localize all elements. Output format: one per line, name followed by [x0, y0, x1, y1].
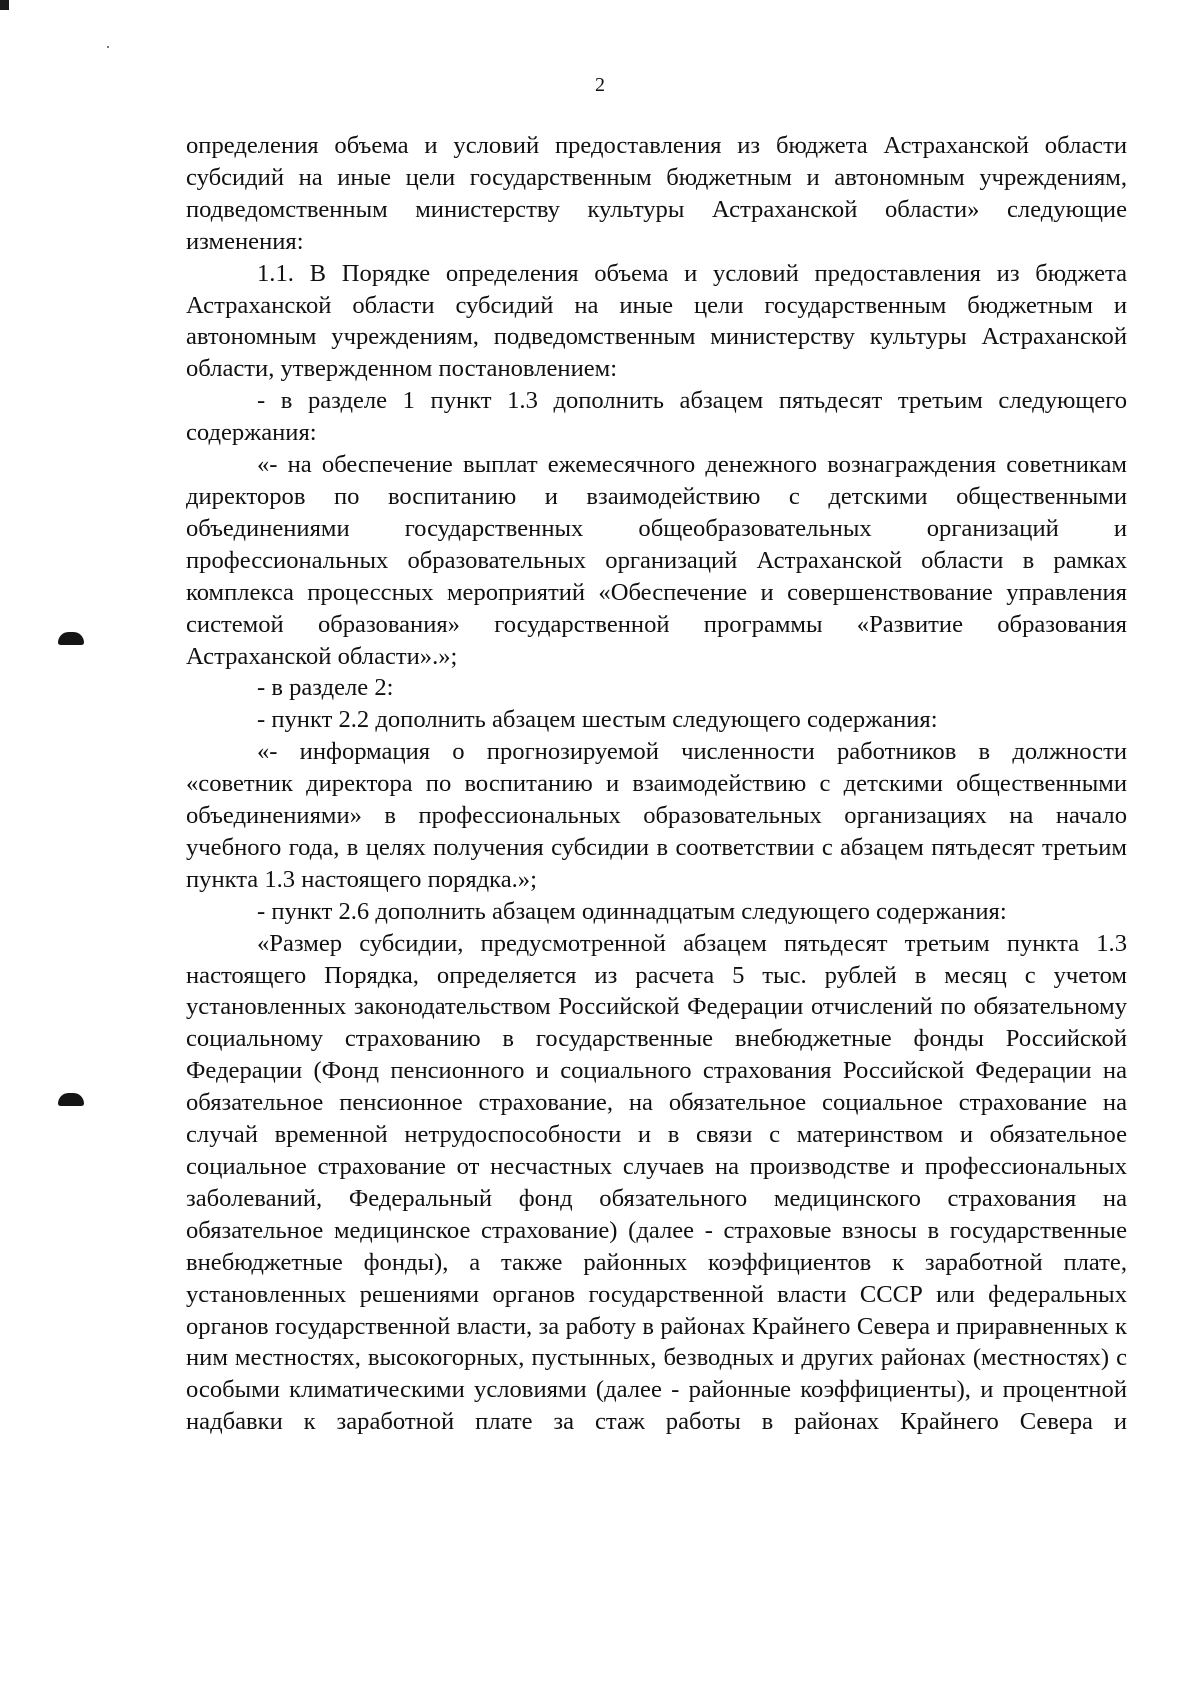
scan-corner-mark	[0, 0, 9, 10]
paragraph-section-1-change: - в разделе 1 пункт 1.3 дополнить абзацем пятьдесят третьим следующего содержания:	[186, 387, 1127, 447]
paragraph-quoted-item-2-2: «- информация о прогнозируемой численности работников в должности «советник директора по воспитанию и взаимодействию с детскими общественными объединениями» в профессиональных образовательных организациях на начало учебного года, в целях получения субсидии в соответствии с абзацем пятьдесят третьим пункта 1.3 настоящего порядка.»;	[186, 738, 1127, 893]
scan-speck	[107, 46, 109, 48]
paragraph-quoted-item-2-6: «Размер субсидии, предусмотренной абзацем пятьдесят третьим пункта 1.3 настоящего Порядка, определяется из расчета 5 тыс. рублей в месяц с учетом установленных законодательством Российской Федерации отчислений по обязательному социальному страхованию в государственные внебюджетные фонды Российской Федерации (Фонд пенсионного и социального страхования Российской Федерации на обязательное пенсионное страхование, на обязательное социальное страхование на случай временной нетрудоспособности и в связи с материнством и обязательное социальное страхование от несчастных случаев на производстве и профессиональных заболеваний, Федеральный фонд обязательного медицинского страхования на обязательное медицинское страхование) (далее - страховые взносы в государственные внебюджетные фонды), а также районных коэффициентов к заработной плате, установленных решениями органов государственной власти СССР или федеральных органов государственной власти, за работу в районах Крайнего Севера и приравненных к ним местностях, высокогорных, пустынных, безводных и других районах (местностях) с особыми климатическими условиями (далее - районные коэффициенты), и процентной надбавки к заработной плате за стаж работы в районах Крайнего Севера и	[186, 929, 1127, 1436]
paragraph-amendments-intro: определения объема и условий предоставления из бюджета Астраханской области субсидий на иные цели государственным бюджетным и автономным учреждениям, подведомственным министерству культуры Астраханской области» следующие изменения:	[186, 132, 1127, 255]
hole-punch-mark-upper	[58, 632, 84, 645]
paragraph-quoted-item-1-3: «- на обеспечение выплат ежемесячного денежного вознаграждения советникам директоров по воспитанию и взаимодействию с детскими общественными объединениями государственных общеобразовательных организаций и профессиональных образовательных организаций Астраханской области в рамках комплекса процессных мероприятий «Обеспечение и совершенствование управления системой образования» государственной программы «Развитие образования Астраханской области».»;	[186, 451, 1127, 670]
paragraph-item-1-1: 1.1. В Порядке определения объема и условий предоставления из бюджета Астраханской области субсидий на иные цели государственным бюджетным и автономным учреждениям, подведомственным министерству культуры Астраханской области, утвержденном постановлением:	[186, 259, 1127, 383]
paragraph-item-2-6-change: - пункт 2.6 дополнить абзацем одиннадцатым следующего содержания:	[257, 897, 1007, 925]
document-body	[186, 130, 1127, 1438]
hole-punch-mark-lower	[58, 1093, 84, 1106]
page-number: 2	[595, 74, 605, 96]
paragraph-item-2-2-change: - пункт 2.2 дополнить абзацем шестым следующего содержания:	[257, 706, 938, 734]
paragraph-section-2-heading: - в разделе 2:	[257, 674, 394, 702]
